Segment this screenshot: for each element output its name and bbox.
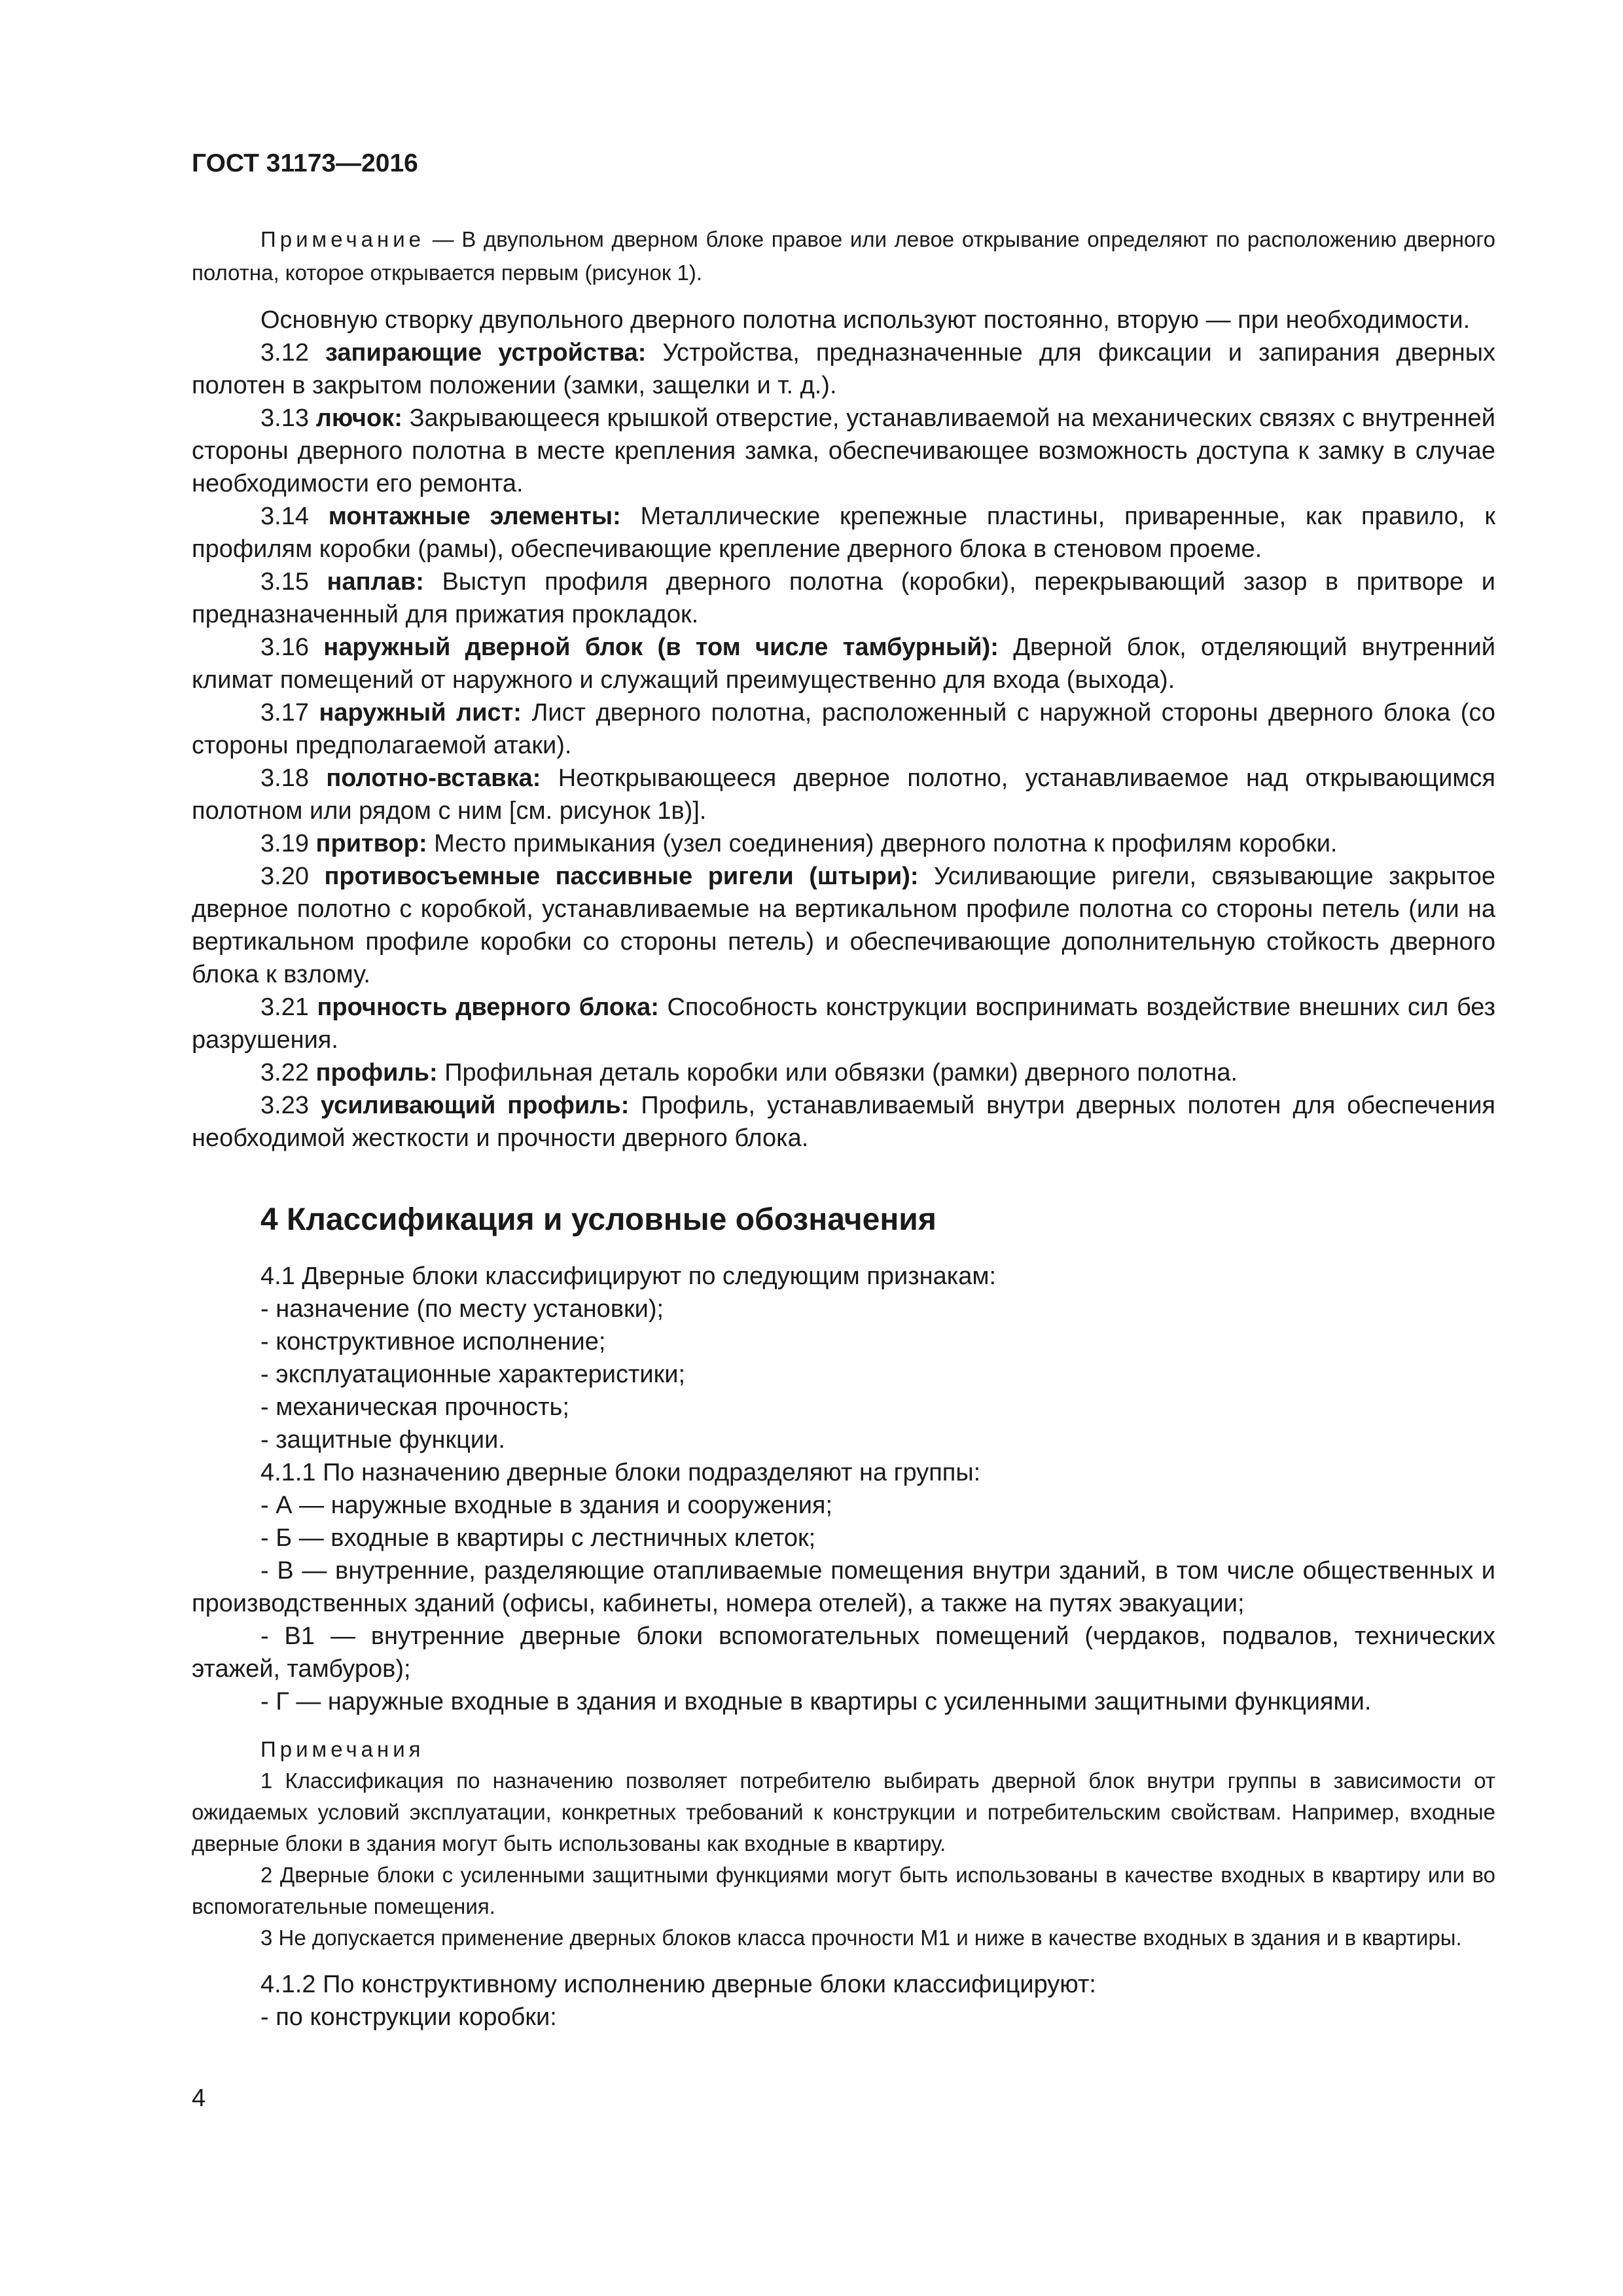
list-item: - Б — входные в квартиры с лестничных клеток;: [260, 1524, 816, 1552]
definition-item: [192, 336, 1495, 402]
intro-paragraph: Основную створку двупольного дверного полотна используют постоянно, вторую — при необходимости.: [260, 306, 1471, 334]
list-item: - конструктивное исполнение;: [260, 1328, 606, 1355]
page-number: 4: [192, 2085, 206, 2112]
note-item: 1 Классификация по назначению позволяет потребителю выбирать дверной блок внутри группы в зависимости от ожидаемых условий эксплуатации, конкретных требований к конструкции и потребительским свойствам. Например, входные дверные блоки в здания могут быть использованы как входные в квартиру.: [192, 1768, 1495, 1856]
list-item: - назначение (по месту установки);: [260, 1295, 664, 1323]
definition-term: прочность дверного блока:: [317, 994, 659, 1021]
list-item: - защитные функции.: [260, 1426, 505, 1454]
definition-number: 3.22: [260, 1059, 309, 1086]
definition-item: [192, 500, 1495, 565]
definition-text: Профиль, устанавливаемый внутри дверных полотен для обеспечения необходимой жесткости и прочности дверного блока.: [192, 1092, 1496, 1152]
list-item: - В1 — внутренние дверные блоки вспомогательных помещений (чердаков, подвалов, технических этажей, тамбуров);: [192, 1623, 1495, 1683]
definition-text: Неоткрывающееся дверное полотно, устанавливаемое над открывающимся полотном или рядом с ним [см. рисунок 1в)].: [192, 764, 1496, 825]
definition-number: 3.23: [260, 1092, 309, 1119]
spacer: [192, 1954, 1495, 1968]
definition-text: Место примыкания (узел соединения) дверного полотна к профилям коробки.: [434, 830, 1338, 857]
clause-4-1: 4.1 Дверные блоки классифицируют по следующим признакам:: [260, 1263, 997, 1290]
definition-text: Закрывающееся крышкой отверстие, устанавливаемой на механических связях с внутренней стороны дверного полотна в месте крепления замка, обеспечивающее возможность доступа к замку в случае необходимости его ремонта.: [192, 404, 1496, 497]
definition-term: запирающие устройства:: [325, 339, 647, 367]
page-content: [192, 223, 1495, 2034]
section-title: 4 Классификация и условные обозначения: [260, 1202, 936, 1237]
note-item: 3 Не допускается применение дверных блоков класса прочности М1 и ниже в качестве входных в здания и в квартиры.: [260, 1926, 1462, 1950]
definition-item: [192, 1089, 1495, 1155]
notes-block: [192, 1765, 1495, 1954]
list-item: - по конструкции коробки:: [260, 2003, 557, 2031]
definition-number: 3.16: [260, 634, 309, 661]
definition-number: 3.15: [260, 568, 309, 596]
definition-term: монтажные элементы:: [328, 503, 621, 530]
definition-item: [192, 402, 1495, 500]
notes-label: Примечания: [260, 1737, 425, 1761]
list-item: - эксплуатационные характеристики;: [260, 1361, 686, 1388]
definition-item: [192, 631, 1495, 696]
definition-term: полотно-вставка:: [326, 764, 541, 792]
definition-text: Способность конструкции воспринимать воздействие внешних сил без разрушения.: [192, 994, 1495, 1054]
document-code-header: ГОСТ 31173—2016: [192, 149, 418, 177]
definition-text: Дверной блок, отделяющий внутренний климат помещений от наружного и служащий преимущественно для входа (выхода).: [192, 634, 1495, 694]
list-item: - А — наружные входные в здания и сооружения;: [260, 1492, 833, 1519]
definition-term: профиль:: [315, 1059, 438, 1086]
clause-4-1-2: 4.1.2 По конструктивному исполнению дверные блоки классифицируют:: [260, 1971, 1096, 1998]
definition-item: [192, 565, 1495, 631]
list-item: - механическая прочность;: [260, 1393, 569, 1421]
definition-text: Усиливающие ригели, связывающие закрытое дверное полотно с коробкой, устанавливаемые на вертикальном профиле полотна со стороны петель (или на вертикальном профиле коробки со стороны петель) и обеспечивающие дополнительную стойкость дверного блока к взлому.: [192, 863, 1495, 988]
definition-text: Профильная деталь коробки или обвязки (рамки) дверного полотна.: [444, 1059, 1238, 1086]
definition-term: усиливающий профиль:: [320, 1092, 630, 1119]
definition-number: 3.12: [260, 339, 309, 367]
definition-item: [192, 1056, 1495, 1089]
note-label: Примечание: [260, 227, 425, 251]
definition-item: [192, 762, 1495, 827]
definitions-list: [192, 336, 1495, 1155]
definition-number: 3.19: [260, 830, 309, 857]
definition-term: наружный лист:: [319, 699, 522, 726]
definition-term: наплав:: [327, 568, 424, 596]
definition-text: Выступ профиля дверного полотна (коробки), перекрывающий зазор в притворе и предназначенный для прижатия прокладок.: [192, 568, 1495, 628]
note-text: — В двупольном дверном блоке правое или левое открывание определяют по расположению дверного полотна, которое открывается первым (рисунок 1).: [192, 227, 1495, 285]
definition-item: [192, 860, 1495, 991]
note-item: 2 Дверные блоки с усиленными защитными функциями могут быть использованы в качестве входных в квартиру или во вспомогательные помещения.: [192, 1863, 1495, 1918]
definition-number: 3.21: [260, 994, 309, 1021]
list-item: - Г — наружные входные в здания и входные в квартиры с усиленными защитными функциями.: [260, 1688, 1372, 1715]
definition-item: [192, 696, 1495, 762]
definition-item: [192, 827, 1495, 860]
definition-term: противосъемные пассивные ригели (штыри):: [324, 863, 919, 890]
definition-number: 3.14: [260, 503, 309, 530]
definition-item: [192, 991, 1495, 1056]
definition-number: 3.17: [260, 699, 309, 726]
definition-text: Лист дверного полотна, расположенный с наружной стороны дверного блока (со стороны предполагаемой атаки).: [192, 699, 1496, 759]
note-top: [192, 223, 1495, 289]
list-item: - В — внутренние, разделяющие отапливаемые помещения внутри зданий, в том числе общественных и производственных зданий (офисы, кабинеты, номера отелей), а также на путях эвакуации;: [192, 1557, 1495, 1617]
definition-number: 3.20: [260, 863, 309, 890]
definition-number: 3.18: [260, 764, 309, 792]
clause-4-1-1: 4.1.1 По назначению дверные блоки подразделяют на группы:: [260, 1459, 981, 1486]
definition-term: наружный дверной блок (в том числе тамбурный):: [323, 634, 999, 661]
definition-term: лючок:: [315, 404, 402, 432]
definition-term: притвор:: [315, 830, 427, 857]
definition-text: Устройства, предназначенные для фиксации и запирания дверных полотен в закрытом положении (замки, защелки и т. д.).: [192, 339, 1496, 399]
definition-text: Металлические крепежные пластины, приваренные, как правило, к профилям коробки (рамы), обеспечивающие крепление дверного блока в стеновом проеме.: [192, 503, 1496, 563]
definition-number: 3.13: [260, 404, 309, 432]
